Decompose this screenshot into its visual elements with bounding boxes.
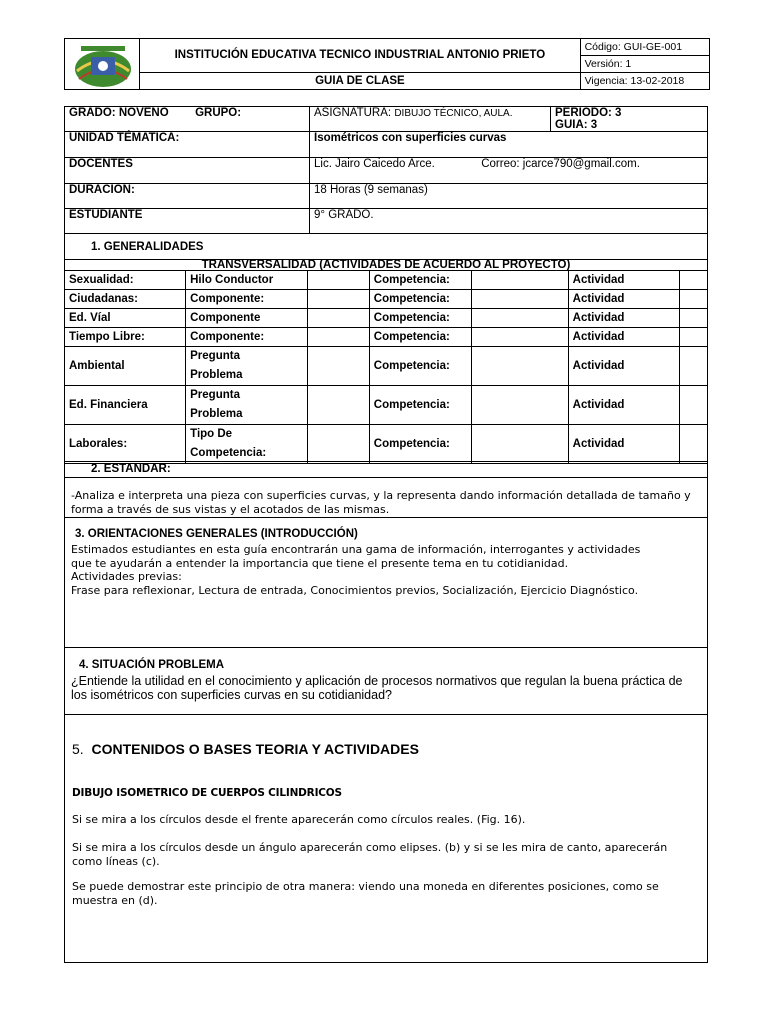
empty-cell (308, 328, 369, 347)
institution-name: INSTITUCIÓN EDUCATIVA TECNICO INDUSTRIAL ANTONIO PRIETO (140, 39, 580, 73)
docentes-label: DOCENTES (65, 158, 310, 184)
component-line2: Problema (190, 369, 243, 381)
estudiante-label: ESTUDIANTE (65, 209, 310, 234)
empty-cell (308, 290, 369, 309)
grado-label: GRADO: NOVENO (69, 107, 169, 119)
periodo-label: PERIODO: 3 (555, 107, 622, 119)
transversalidad-row (65, 309, 708, 328)
empty-cell (308, 386, 369, 425)
estudiante-value: 9° GRADO. (310, 209, 708, 234)
info-table (64, 106, 708, 260)
empty-cell (680, 425, 708, 464)
competencia-label: Competencia: (369, 271, 471, 290)
component-label: Hilo Conductor (186, 271, 308, 290)
orientaciones-p3: Frase para reflexionar, Lectura de entrada, Conocimientos previos, Socialización, Ejercicio Diagnóstico. (71, 583, 639, 597)
transversalidad-row (65, 425, 708, 464)
actividad-label: Actividad (568, 386, 680, 425)
doc-code: Código: GUI-GE-001 (580, 39, 709, 56)
contenidos-heading (72, 741, 419, 757)
orientaciones-section (64, 516, 708, 648)
area-label: Tiempo Libre: (65, 328, 186, 347)
transversalidad-row (65, 271, 708, 290)
estandar-title: 2. ESTANDAR: (91, 463, 171, 475)
component-line2: Problema (190, 408, 243, 420)
orientaciones-text (71, 543, 661, 597)
area-label: Laborales: (65, 425, 186, 464)
doc-validity: Vigencia: 13-02-2018 (580, 72, 709, 89)
component-cell (186, 347, 308, 386)
competencia-label: Competencia: (369, 347, 471, 386)
actividad-label: Actividad (568, 347, 680, 386)
transversalidad-body (65, 271, 708, 464)
competencia-label: Competencia: (369, 309, 471, 328)
actividad-label: Actividad (568, 309, 680, 328)
doc-type: GUIA DE CLASE (140, 72, 580, 89)
duracion-label: DURACION: (65, 184, 310, 209)
area-label: Sexualidad: (65, 271, 186, 290)
contenidos-num: 5. (72, 741, 84, 757)
school-logo (71, 43, 135, 89)
component-line1: Pregunta (190, 389, 240, 401)
empty-cell (308, 271, 369, 290)
transversalidad-row (65, 386, 708, 425)
docentes-cell (310, 158, 708, 184)
competencia-label: Competencia: (369, 328, 471, 347)
component-label: Componente: (186, 290, 308, 309)
component-label: Componente: (186, 328, 308, 347)
competencia-label: Competencia: (369, 290, 471, 309)
contenidos-section (64, 714, 708, 963)
empty-cell (471, 271, 568, 290)
transversalidad-row (65, 347, 708, 386)
empty-cell (471, 347, 568, 386)
empty-cell (471, 328, 568, 347)
competencia-label: Competencia: (369, 425, 471, 464)
actividad-label: Actividad (568, 328, 680, 347)
contenidos-p1: Si se mira a los círculos desde el frente aparecerán como círculos reales. (Fig. 16). (72, 813, 526, 826)
asignatura-label: ASIGNATURA: (314, 107, 392, 119)
area-label: Ed. Financiera (65, 386, 186, 425)
empty-cell (471, 309, 568, 328)
empty-cell (680, 328, 708, 347)
asignatura-value: DIBUJO TÉCNICO, AULA. (394, 108, 513, 119)
contenidos-title: CONTENIDOS O BASES TEORIA Y ACTIVIDADES (91, 741, 419, 757)
orientaciones-p1: Estimados estudiantes en esta guía encontrarán una gama de información, interrogantes y actividades que te ayudarán a entender la importancia que tiene el presente tema en tu cotidianidad. (71, 543, 641, 570)
guia-label: GUIA: 3 (555, 119, 598, 131)
periodo-cell (551, 107, 708, 132)
asignatura-cell (310, 107, 551, 132)
docente-email: Correo: jcarce790@gmail.com. (481, 158, 640, 170)
grado-cell (65, 107, 310, 132)
competencia-label: Competencia: (369, 386, 471, 425)
situacion-section (64, 647, 708, 715)
component-line1: Tipo De (190, 428, 233, 440)
doc-version: Versión: 1 (580, 56, 709, 72)
actividad-label: Actividad (568, 271, 680, 290)
empty-cell (680, 271, 708, 290)
contenidos-p2: Si se mira a los círculos desde un ángulo aparecerán como elipses. (b) y si se les mira de canto, aparecerán como líneas (c). (72, 841, 668, 868)
empty-cell (680, 290, 708, 309)
empty-cell (471, 290, 568, 309)
unidad-value: Isométricos con superficies curvas (310, 132, 708, 158)
duracion-value: 18 Horas (9 semanas) (310, 184, 708, 209)
actividad-label: Actividad (568, 290, 680, 309)
empty-cell (308, 309, 369, 328)
empty-cell (308, 425, 369, 464)
transversalidad-row (65, 290, 708, 309)
empty-cell (680, 347, 708, 386)
area-label: Ciudadanas: (65, 290, 186, 309)
empty-cell (471, 386, 568, 425)
component-line2: Competencia: (190, 447, 267, 459)
estandar-text: -Analiza e interpreta una pieza con superficies curvas, y la representa dando información detallada de tamaño y forma a través de sus vistas y el acotados de las mismas. (71, 489, 691, 516)
generalidades-title: 1. GENERALIDADES (65, 234, 708, 260)
empty-cell (680, 386, 708, 425)
empty-cell (680, 309, 708, 328)
component-cell (186, 386, 308, 425)
contenidos-subtitle: DIBUJO ISOMETRICO DE CUERPOS CILINDRICOS (72, 787, 342, 799)
component-cell (186, 425, 308, 464)
situacion-text: ¿Entiende la utilidad en el conocimiento y aplicación de procesos normativos que regulan la buena práctica de los isométricos con superficies curvas en su cotidianidad? (71, 674, 683, 702)
situacion-title: 4. SITUACIÓN PROBLEMA (79, 659, 225, 671)
empty-cell (308, 347, 369, 386)
component-line1: Pregunta (190, 350, 240, 362)
estandar-section (64, 461, 708, 518)
empty-cell (471, 425, 568, 464)
area-label: Ambiental (65, 347, 186, 386)
orientaciones-title: 3. ORIENTACIONES GENERALES (INTRODUCCIÓN) (75, 528, 358, 540)
docente-name: Lic. Jairo Caicedo Arce. (314, 158, 435, 170)
header-table (64, 38, 710, 90)
area-label: Ed. Víal (65, 309, 186, 328)
transversalidad-row (65, 328, 708, 347)
logo-cell (65, 39, 140, 90)
unidad-label: UNIDAD TÉMATICA: (65, 132, 310, 158)
contenidos-p3: Se puede demostrar este principio de otra manera: viendo una moneda en diferentes posiciones, como se muestra en (d). (72, 880, 659, 907)
transversalidad-table (64, 259, 708, 464)
transversalidad-title: TRANSVERSALIDAD (ACTIVIDADES DE ACUERDO AL PROYECTO) (65, 260, 708, 271)
component-label: Componente (186, 309, 308, 328)
actividad-label: Actividad (568, 425, 680, 464)
orientaciones-p2: Actividades previas: (71, 570, 182, 583)
grupo-label: GRUPO: (195, 107, 242, 119)
